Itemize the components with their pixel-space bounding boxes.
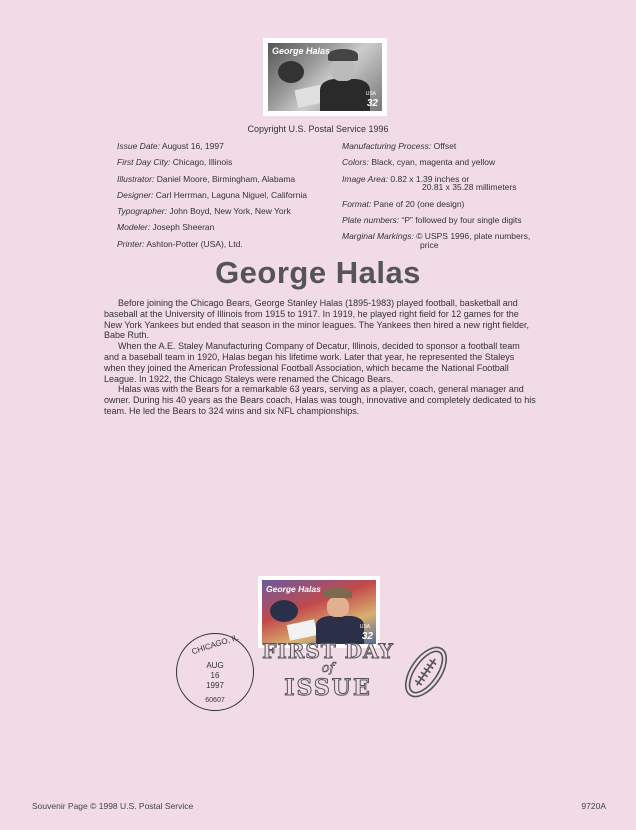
footer-copyright: Souvenir Page © 1998 U.S. Postal Service xyxy=(32,801,194,811)
football-helmet-shape xyxy=(270,600,298,622)
page-title: George Halas xyxy=(215,255,421,290)
first-day-line: FIRST DAY xyxy=(262,639,394,663)
stamp-name: George Halas xyxy=(272,46,331,56)
football-helmet-shape xyxy=(278,61,304,83)
stamp-denomination: 32 xyxy=(361,631,373,642)
postmark-year: 1997 xyxy=(206,681,224,690)
postmark-day: 16 xyxy=(210,671,220,680)
detail-row: Format: Pane of 20 (one design) xyxy=(342,198,465,209)
coach-body-shape xyxy=(320,79,370,111)
detail-row: Typographer: John Boyd, New York, New York xyxy=(117,206,291,217)
fedora-hat-shape xyxy=(328,49,358,61)
detail-row: Manufacturing Process: Offset xyxy=(342,141,457,151)
detail-row-continued: 20.81 x 35.28 millimeters xyxy=(422,181,517,192)
copyright-line: Copyright U.S. Postal Service 1996 xyxy=(247,124,389,134)
detail-row-continued: price xyxy=(420,239,439,250)
coach-face-shape xyxy=(327,597,349,617)
detail-row: Issue Date: August 16, 1997 xyxy=(117,141,224,151)
detail-row: Plate numbers: “P” followed by four single digits xyxy=(342,215,522,226)
detail-row: Designer: Carl Herrman, Laguna Niguel, California xyxy=(117,189,307,200)
of-line: of xyxy=(321,661,335,676)
stamp-country: USA xyxy=(365,91,376,97)
stamp-denomination: 32 xyxy=(366,98,378,109)
detail-row: Image Area: 0.82 x 1.39 inches or xyxy=(342,173,470,184)
detail-row: Printer: Ashton-Potter (USA), Ltd. xyxy=(117,238,243,249)
details-left-column xyxy=(117,138,307,252)
detail-row: Modeler: Joseph Sheeran xyxy=(117,222,215,233)
details-right-column xyxy=(342,138,530,254)
postmark-cancellation xyxy=(176,633,254,711)
stamp-artwork xyxy=(268,43,382,111)
stamp-artwork xyxy=(262,580,376,644)
stamp-country: USA xyxy=(359,624,370,630)
postmark-city: CHICAGO, IL xyxy=(190,632,240,657)
detail-row: Colors: Black, cyan, magenta and yellow xyxy=(342,157,496,168)
detail-row: Marginal Markings: © USPS 1996, plate numbers, xyxy=(342,231,531,242)
page-code: 9720A xyxy=(581,801,606,811)
stamp-image-top xyxy=(263,38,387,116)
football-icon xyxy=(398,640,454,704)
postmark-zip: 60607 xyxy=(205,697,225,704)
fedora-hat-shape xyxy=(324,588,352,598)
clipboard-shape xyxy=(287,619,318,640)
paragraph: When the A.E. Staley Manufacturing Company of Decatur, Illinois, decided to sponsor a football team and a baseball team in 1920, Halas began his lifetime work. Later that year, he represented the Staleys when they joined the American Professional Football Association, which became the National Football League. In 1922, the Chicago Staleys were renamed the Chicago Bears. xyxy=(104,341,520,384)
detail-row: First Day City: Chicago, Illinois xyxy=(117,157,233,168)
issue-line: ISSUE xyxy=(284,675,372,701)
postmark-month: AUG xyxy=(206,661,224,670)
paragraph: Before joining the Chicago Bears, George Stanley Halas (1895-1983) played football, basketball and baseball at the University of Illinois from 1915 to 1917. In 1919, he played right field for 12 games for the New York Yankees but ended that season in the minor leagues. The Yankees then hired a new right fielder, Babe Ruth. xyxy=(104,298,529,341)
biography-text xyxy=(104,298,536,417)
first-day-of-issue-mark xyxy=(258,640,398,706)
stamp-name: George Halas xyxy=(266,584,321,594)
detail-row: Illustrator: Daniel Moore, Birmingham, Alabama xyxy=(117,173,296,184)
paragraph: Halas was with the Bears for a remarkable 63 years, serving as a player, coach, general manager and owner. During his 40 years as the Bears coach, Halas was tough, innovative and completely dedicated to his team. He led the Bears to 324 wins and six NFL championships. xyxy=(104,384,536,416)
stamp-image-bottom xyxy=(258,576,380,648)
coach-face-shape xyxy=(331,59,355,81)
